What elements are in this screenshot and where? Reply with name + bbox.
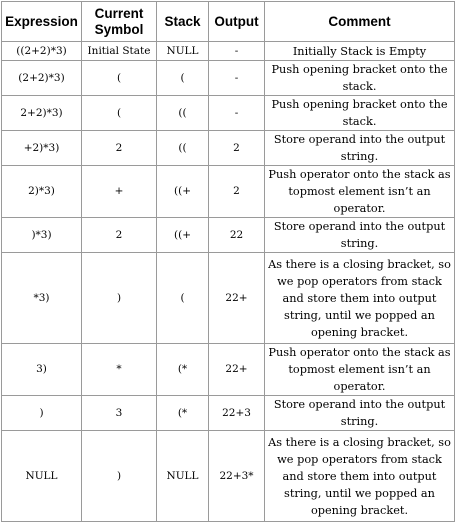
cell-comment: Push operator onto the stack as topmost element isn’t an operator. (265, 166, 455, 218)
cell-expression: (2+2)*3) (2, 61, 82, 96)
cell-output: 22+3 (209, 396, 265, 431)
table-row (2, 96, 455, 131)
table-row (2, 396, 455, 431)
cell-output: 22 (209, 218, 265, 253)
cell-symbol: Initial State (82, 42, 157, 61)
cell-symbol: 2 (82, 131, 157, 166)
cell-output: - (209, 96, 265, 131)
cell-symbol: ( (82, 96, 157, 131)
cell-comment: As there is a closing bracket, so we pop operators from stack and store them into output string, until we popped an opening bracket. (265, 431, 455, 522)
cell-output: 2 (209, 166, 265, 218)
cell-expression: NULL (2, 431, 82, 522)
table-row (2, 42, 455, 61)
cell-symbol: 3 (82, 396, 157, 431)
cell-comment: Initially Stack is Empty (265, 42, 455, 61)
cell-stack: ( (157, 61, 209, 96)
cell-stack: (( (157, 96, 209, 131)
cell-expression: ) (2, 396, 82, 431)
header-current-symbol: Current Symbol (82, 2, 157, 42)
cell-comment: Push opening bracket onto the stack. (265, 61, 455, 96)
cell-comment: Store operand into the output string. (265, 131, 455, 166)
cell-expression: +2)*3) (2, 131, 82, 166)
cell-comment: As there is a closing bracket, so we pop operators from stack and store them into output string, until we popped an opening bracket. (265, 253, 455, 344)
cell-stack: ( (157, 253, 209, 344)
cell-comment: Push opening bracket onto the stack. (265, 96, 455, 131)
cell-stack: ((+ (157, 166, 209, 218)
cell-expression: )*3) (2, 218, 82, 253)
cell-expression: 2+2)*3) (2, 96, 82, 131)
table-row (2, 253, 455, 344)
header-stack: Stack (157, 2, 209, 42)
conversion-table (1, 1, 455, 522)
cell-stack: (* (157, 396, 209, 431)
cell-symbol: + (82, 166, 157, 218)
table-row (2, 431, 455, 522)
cell-output: 22+3* (209, 431, 265, 522)
header-comment: Comment (265, 2, 455, 42)
cell-output: 2 (209, 131, 265, 166)
cell-output: - (209, 61, 265, 96)
cell-comment: Store operand into the output string. (265, 218, 455, 253)
cell-expression: 2)*3) (2, 166, 82, 218)
cell-stack: NULL (157, 42, 209, 61)
table-row (2, 166, 455, 218)
table-row (2, 344, 455, 396)
cell-symbol: ) (82, 253, 157, 344)
cell-stack: NULL (157, 431, 209, 522)
cell-expression: *3) (2, 253, 82, 344)
cell-symbol: * (82, 344, 157, 396)
cell-expression: ((2+2)*3) (2, 42, 82, 61)
header-expression: Expression (2, 2, 82, 42)
cell-symbol: ) (82, 431, 157, 522)
cell-expression: 3) (2, 344, 82, 396)
cell-symbol: 2 (82, 218, 157, 253)
table-row (2, 61, 455, 96)
cell-output: 22+ (209, 253, 265, 344)
cell-symbol: ( (82, 61, 157, 96)
header-output: Output (209, 2, 265, 42)
header-row (2, 2, 455, 42)
cell-comment: Push operator onto the stack as topmost element isn’t an operator. (265, 344, 455, 396)
infix-to-postfix-table-container (1, 1, 455, 522)
cell-output: 22+ (209, 344, 265, 396)
table-row (2, 218, 455, 253)
cell-stack: ((+ (157, 218, 209, 253)
cell-output: - (209, 42, 265, 61)
cell-stack: (( (157, 131, 209, 166)
cell-stack: (* (157, 344, 209, 396)
cell-comment: Store operand into the output string. (265, 396, 455, 431)
table-row (2, 131, 455, 166)
